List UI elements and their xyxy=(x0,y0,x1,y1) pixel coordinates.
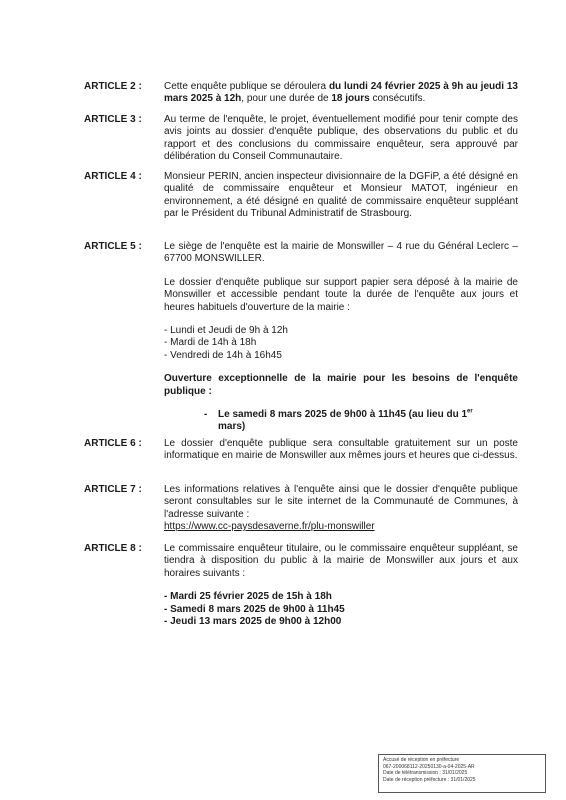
article-6-body xyxy=(164,438,518,463)
stamp-line: Accusé de réception en préfecture xyxy=(383,757,460,763)
article-2-text xyxy=(164,81,518,106)
website-link[interactable]: https://www.cc-paysdesaverne.fr/plu-monswiller xyxy=(164,521,375,533)
article-6-text: Le dossier d'enquête publique sera consultable gratuitement sur un poste informatique en mairie de Monswiller aux mêmes jours et heures que ci-dessus. xyxy=(164,438,518,462)
article-2-dates: du lundi 24 février 2025 à 9h au jeudi 13 mars 2025 à 12h xyxy=(164,81,518,105)
article-8 xyxy=(84,543,518,628)
article-5 xyxy=(84,241,518,434)
article-2-text-part: , pour une durée de xyxy=(241,93,332,105)
article-6 xyxy=(84,438,518,463)
article-2-body xyxy=(164,81,518,106)
article-5-para-1: Le siège de l'enquête est la mairie de Monswiller – 4 rue du Général Leclerc – 67700 MONSWILLER. xyxy=(164,241,518,265)
list-item: - Vendredi de 14h à 16h45 xyxy=(164,349,282,361)
exceptional-opening-text xyxy=(218,409,473,434)
article-2 xyxy=(84,81,518,106)
article-7-text: Les informations relatives à l'enquête ainsi que le dossier d'enquête publique seront consultables sur le site internet de la Communauté de Communes, à l'adresse suivante : xyxy=(164,484,518,520)
article-7-label: ARTICLE 7 : xyxy=(84,484,142,495)
article-8-text: Le commissaire enquêteur titulaire, ou le commissaire enquêteur suppléant, se tiendra à disposition du public à la mairie de Monswiller aux jours et aux horaires suivants : xyxy=(164,543,518,579)
exceptional-opening-date-end: mars) xyxy=(218,421,246,433)
article-7-body xyxy=(164,484,518,534)
exceptional-opening-date: Le samedi 8 mars 2025 de 9h00 à 11h45 (au lieu du 1 xyxy=(218,409,468,421)
article-3-body xyxy=(164,114,518,164)
bullet-dash: - xyxy=(204,409,208,421)
list-item: - Jeudi 13 mars 2025 de 9h00 à 12h00 xyxy=(164,616,342,628)
opening-hours-list xyxy=(164,325,518,362)
article-4-text: Monsieur PERIN, ancien inspecteur divisionnaire de la DGFiP, a été désigné en qualité de commissaire enquêteur et Monsieur MATOT, ingénieur en environnement, a été désigné en qualité de commissaire enquêteur suppléant par le Président du Tribunal Administratif de Strasbourg. xyxy=(164,171,518,220)
article-5-body xyxy=(164,241,518,434)
stamp-line: Date de réception préfecture : 31/01/2025 xyxy=(383,776,476,783)
exceptional-opening-item xyxy=(204,409,518,434)
list-item: - Mardi 25 février 2025 de 15h à 18h xyxy=(164,591,332,603)
article-5-para-2: Le dossier d'enquête publique sur support papier sera déposé à la mairie de Monswiller et accessible pendant toute la durée de l'enquête aux jours et heures habituels d'ouverture de la mairie : xyxy=(164,276,518,313)
article-3 xyxy=(84,114,518,164)
article-4 xyxy=(84,171,518,221)
article-4-body xyxy=(164,171,518,221)
article-3-text: Au terme de l'enquête, le projet, éventuellement modifié pour tenir compte des avis joints au dossier d'enquête publique, des observations du public et du rapport et des conclusions du commissaire enquêteur, sera approuvé par délibération du Conseil Communautaire. xyxy=(164,114,518,163)
exceptional-opening-title: Ouverture exceptionnelle de la mairie pour les besoins de l'enquête publique : xyxy=(164,373,518,397)
article-4-label: ARTICLE 4 : xyxy=(84,171,142,182)
superscript: er xyxy=(467,408,473,415)
article-2-label: ARTICLE 2 : xyxy=(84,81,142,92)
article-3-label: ARTICLE 3 : xyxy=(84,114,142,125)
article-6-label: ARTICLE 6 : xyxy=(84,438,142,449)
article-8-body xyxy=(164,543,518,628)
list-item: - Samedi 8 mars 2025 de 9h00 à 11h45 xyxy=(164,603,345,615)
session-list xyxy=(164,591,518,628)
stamp-line: Date de télétransmission : 31/01/2025 xyxy=(383,770,468,776)
list-item: - Mardi de 14h à 18h xyxy=(164,337,257,349)
article-5-label: ARTICLE 5 : xyxy=(84,241,142,252)
article-2-duration: 18 jours xyxy=(331,93,370,105)
stamp-line: 067-200068112-20250130-a-04-2025-AR xyxy=(383,763,475,770)
prefecture-receipt-stamp xyxy=(378,754,546,793)
article-2-text-part: consécutifs. xyxy=(369,93,426,105)
article-7 xyxy=(84,484,518,534)
list-item: - Lundi et Jeudi de 9h à 12h xyxy=(164,325,288,337)
article-2-text-part: Cette enquête publique se déroulera xyxy=(164,81,329,92)
article-8-label: ARTICLE 8 : xyxy=(84,543,142,554)
